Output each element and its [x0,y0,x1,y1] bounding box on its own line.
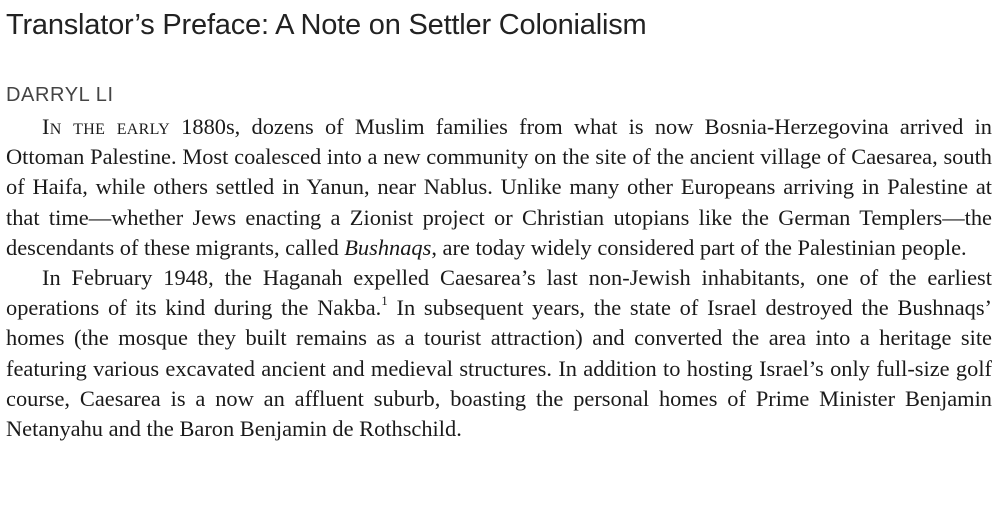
paragraph-1-text-b: , are today widely considered part of the Palestinian people. [431,234,967,260]
paragraph-lead-smallcaps: In the early [42,114,170,139]
chapter-title: Translator’s Preface: A Note on Settler Colonialism [6,9,647,41]
document-page [6,0,992,444]
paragraph-2 [6,263,992,444]
paragraph-1-text-a: 1880s, dozens of Muslim families from what is now Bosnia-Herzegovina arrived in Ottoman Palestine. Most coalesced into a new community on the site of the ancient village of Caesarea, south of Haifa, while others settled in Yanun, near Nablus. Unlike many other Europeans arriving in Palestine at that time—whether Jews enacting a Zionist project or Christian utopians like the German Templers—the descendants of these migrants, called [6,114,992,260]
italic-term-bushnaqs: Bushnaqs [344,234,432,260]
paragraph-2-text-b: In subsequent years, the state of Israel destroyed the Bushnaqs’ homes (the mosque they built remains as a tourist attraction) and converted the area into a heritage site featuring various excavated ancient and medieval structures. In addition to hosting Israel’s only full-size golf course, Caesarea is a now an affluent suburb, boasting the personal homes of Prime Minister Benjamin Netanyahu and the Baron Benjamin de Rothschild. [6,295,992,442]
paragraph-1 [6,112,992,263]
author-name: DARRYL LI [6,84,114,106]
footnote-marker[interactable]: 1 [381,292,388,308]
paragraph-2-text-a: In February 1948, the Haganah expelled Caesarea’s last non-Jewish inhabitants, one of the earliest operations of its kind during the Nakba. [6,265,992,321]
